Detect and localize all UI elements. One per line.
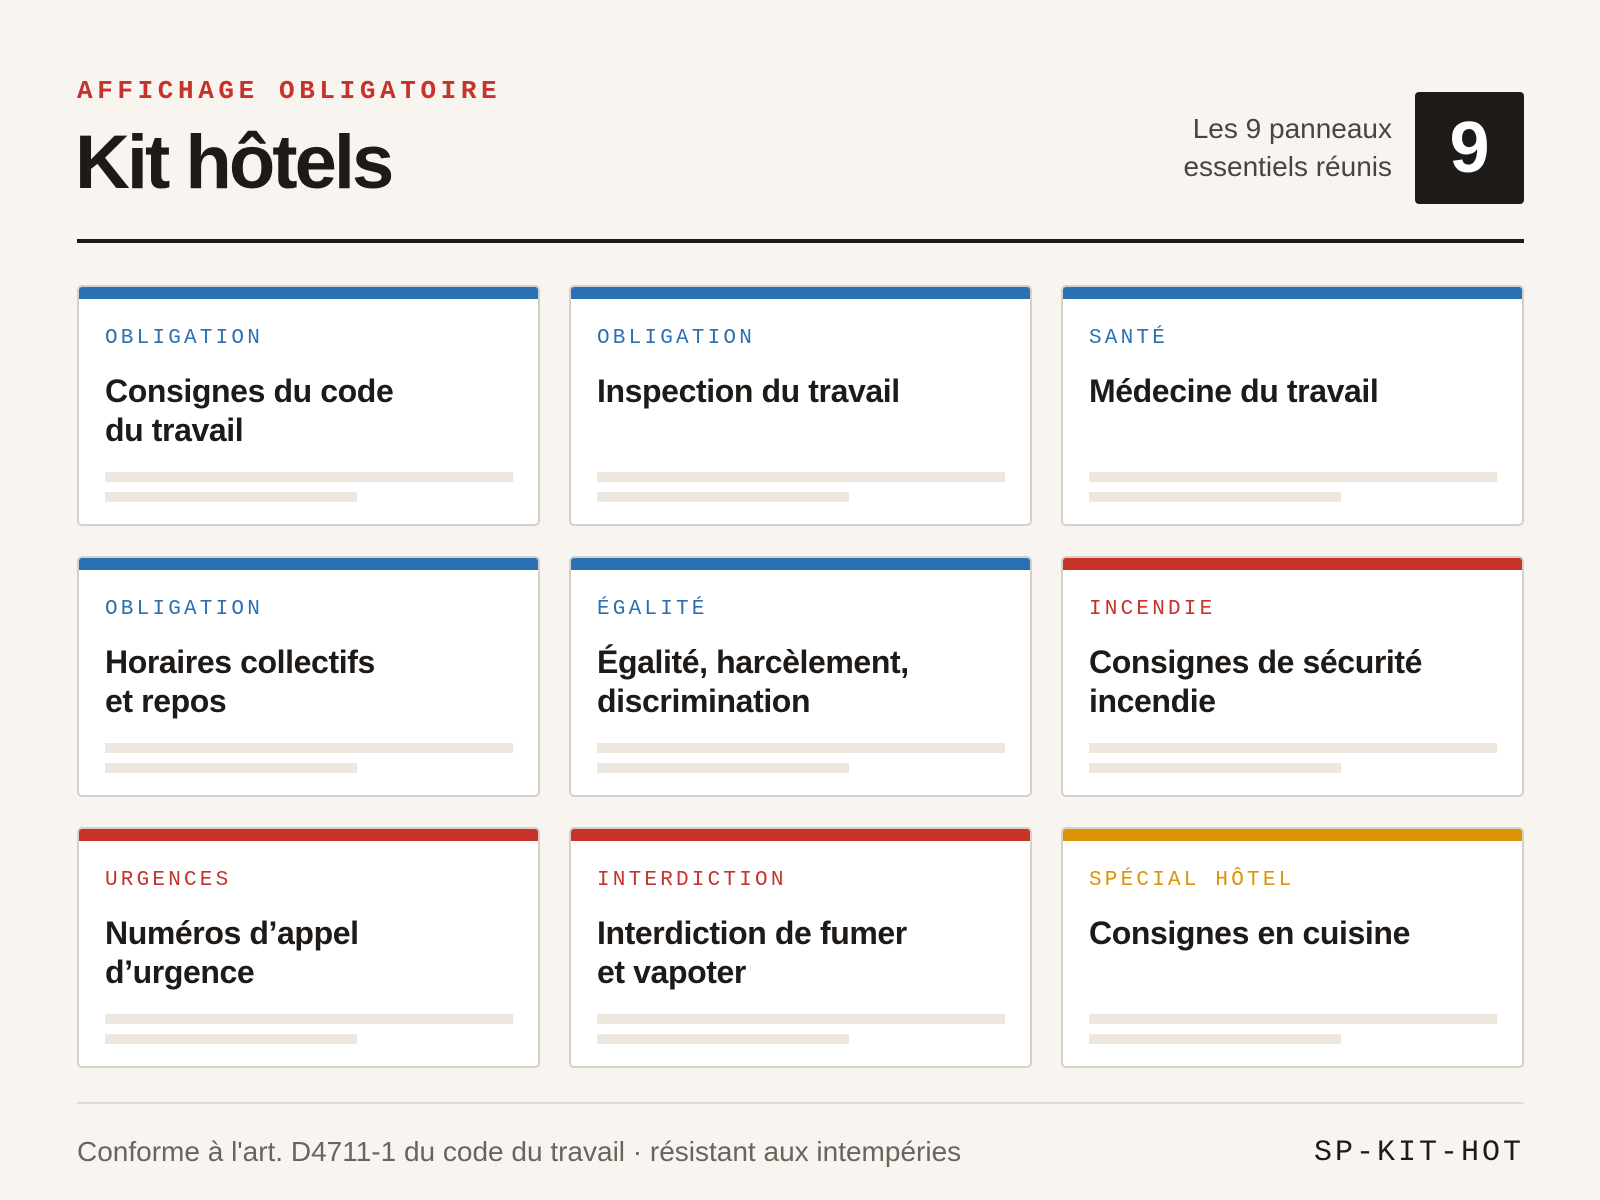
placeholder-line [1089,1014,1497,1024]
panel-card-6 [1061,556,1524,797]
card-title-line-1: Égalité, harcèlement, [597,644,909,680]
panel-card-5 [569,556,1032,797]
card-title-line-1: Inspection du travail [597,373,900,409]
card-title-line-1: Interdiction de fumer [597,915,907,951]
header-divider [77,239,1524,243]
card-accent-stripe [1063,829,1522,841]
card-title-line-2: du travail [105,412,244,448]
placeholder-line [105,1034,357,1044]
card-title [597,914,1017,992]
count-badge: 9 [1415,92,1524,204]
card-category: ÉGALITÉ [597,598,708,621]
placeholder-line [105,763,357,773]
card-title [105,372,525,450]
card-title [1089,914,1509,953]
tagline-line-2: essentiels réunis [1183,151,1392,182]
card-title-line-1: Consignes du code [105,373,394,409]
card-category: URGENCES [105,869,232,892]
card-title [105,643,525,721]
card-title [1089,372,1509,411]
placeholder-line [597,743,1005,753]
card-title-line-1: Numéros d’appel [105,915,359,951]
card-category: INTERDICTION [597,869,787,892]
card-category: INCENDIE [1089,598,1216,621]
card-title-line-1: Consignes de sécurité [1089,644,1423,680]
card-accent-stripe [79,558,538,570]
placeholder-line [597,1034,849,1044]
placeholder-line [105,492,357,502]
placeholder-line [1089,1034,1341,1044]
placeholder-line [105,1014,513,1024]
card-accent-stripe [1063,558,1522,570]
card-title-line-1: Horaires collectifs [105,644,375,680]
card-category: OBLIGATION [597,327,756,350]
card-accent-stripe [571,829,1030,841]
card-title-line-2: et vapoter [597,954,746,990]
card-category: SANTÉ [1089,327,1169,350]
placeholder-line [1089,492,1341,502]
card-title-line-1: Médecine du travail [1089,373,1379,409]
card-title-line-1: Consignes en cuisine [1089,915,1410,951]
placeholder-line [1089,763,1341,773]
placeholder-line [597,492,849,502]
placeholder-line [597,472,1005,482]
panel-card-3 [1061,285,1524,526]
panel-card-7 [77,827,540,1068]
card-title-line-2: discrimination [597,683,811,719]
card-accent-stripe [79,829,538,841]
placeholder-line [1089,472,1497,482]
placeholder-line [597,763,849,773]
card-accent-stripe [1063,287,1522,299]
panel-card-2 [569,285,1032,526]
panel-card-9 [1061,827,1524,1068]
product-code: SP-KIT-HOT [1313,1136,1524,1170]
placeholder-line [105,743,513,753]
panel-card-4 [77,556,540,797]
card-title-line-2: d’urgence [105,954,255,990]
placeholder-line [1089,743,1497,753]
card-accent-stripe [79,287,538,299]
card-title [1089,643,1509,721]
card-title [105,914,525,992]
placeholder-line [105,472,513,482]
tagline [1052,110,1392,186]
card-accent-stripe [571,558,1030,570]
card-title [597,643,1017,721]
card-title-line-2: et repos [105,683,227,719]
kit-poster [77,0,1524,1200]
card-title-line-2: incendie [1089,683,1216,719]
placeholder-line [597,1014,1005,1024]
card-accent-stripe [571,287,1030,299]
footer-divider [77,1102,1524,1104]
header [77,0,1524,242]
footer-note: Conforme à l'art. D4711-1 du code du travail · résistant aux intempéries [77,1136,962,1167]
tagline-line-1: Les 9 panneaux [1192,113,1392,144]
panel-card-8 [569,827,1032,1068]
panel-card-1 [77,285,540,526]
card-category: SPÉCIAL HÔTEL [1089,869,1295,892]
panel-grid [77,285,1524,1068]
card-category: OBLIGATION [105,598,264,621]
page-title: Kit hôtels [75,120,392,205]
eyebrow-label: AFFICHAGE OBLIGATOIRE [77,76,502,106]
card-title [597,372,1017,411]
card-category: OBLIGATION [105,327,264,350]
